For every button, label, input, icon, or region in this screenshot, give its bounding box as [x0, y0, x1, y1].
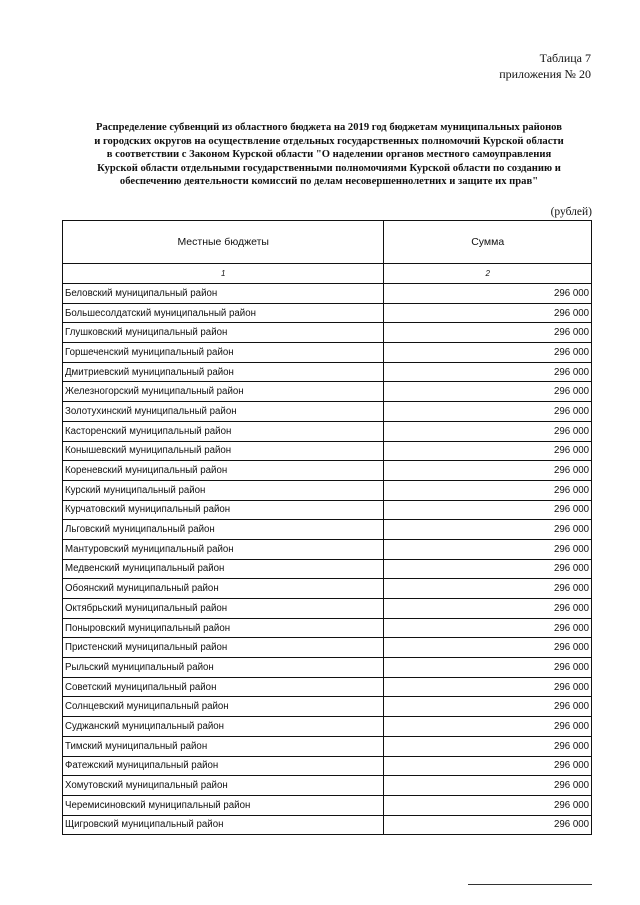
- subvention-amount: 296 000: [384, 717, 592, 737]
- column-number: 2: [384, 264, 592, 284]
- municipality-name: Суджанский муниципальный район: [63, 717, 384, 737]
- table-row: [63, 717, 592, 737]
- subvention-amount: 296 000: [384, 421, 592, 441]
- table-row: [63, 638, 592, 658]
- subvention-amount: 296 000: [384, 736, 592, 756]
- municipality-name: Тимский муниципальный район: [63, 736, 384, 756]
- table-row: [63, 579, 592, 599]
- currency-unit: (рублей): [550, 206, 592, 218]
- table-row: [63, 658, 592, 678]
- subvention-amount: 296 000: [384, 480, 592, 500]
- subvention-amount: 296 000: [384, 284, 592, 304]
- table-row: [63, 421, 592, 441]
- subvention-amount: 296 000: [384, 795, 592, 815]
- municipality-name: Золотухинский муниципальный район: [63, 402, 384, 422]
- table-row: [63, 677, 592, 697]
- municipality-name: Дмитриевский муниципальный район: [63, 362, 384, 382]
- table-row: [63, 520, 592, 540]
- municipality-name: Октябрьский муниципальный район: [63, 599, 384, 619]
- municipality-name: Фатежский муниципальный район: [63, 756, 384, 776]
- municipality-name: Черемисиновский муниципальный район: [63, 795, 384, 815]
- municipality-name: Большесолдатский муниципальный район: [63, 303, 384, 323]
- table-row: [63, 736, 592, 756]
- title-line: Курской области отдельными государственными полномочиями Курской области по созданию и: [97, 162, 561, 174]
- footer-divider: [468, 884, 592, 885]
- table-row: [63, 599, 592, 619]
- municipality-name: Хомутовский муниципальный район: [63, 776, 384, 796]
- table-number-label: Таблица 7: [539, 51, 591, 65]
- table-row: [63, 382, 592, 402]
- table-row: [63, 776, 592, 796]
- table-row: [63, 343, 592, 363]
- table-row: [63, 480, 592, 500]
- subvention-amount: 296 000: [384, 776, 592, 796]
- column-number: 1: [63, 264, 384, 284]
- subvention-amount: 296 000: [384, 697, 592, 717]
- title-line: обеспечению деятельности комиссий по делам несовершеннолетних и защите их прав": [119, 176, 539, 188]
- subvention-amount: 296 000: [384, 362, 592, 382]
- municipality-name: Мантуровский муниципальный район: [63, 539, 384, 559]
- municipality-name: Медвенский муниципальный район: [63, 559, 384, 579]
- table-row: [63, 539, 592, 559]
- table-row: [63, 559, 592, 579]
- table-row: [63, 500, 592, 520]
- subvention-amount: 296 000: [384, 303, 592, 323]
- title-line: и городских округов на осуществление отдельных государственных полномочий Курской области: [94, 135, 564, 147]
- subvention-amount: 296 000: [384, 520, 592, 540]
- municipality-name: Железногорский муниципальный район: [63, 382, 384, 402]
- table-row: [63, 323, 592, 343]
- document-title: [50, 121, 608, 189]
- subvention-amount: 296 000: [384, 677, 592, 697]
- municipality-name: Советский муниципальный район: [63, 677, 384, 697]
- municipality-name: Пристенский муниципальный район: [63, 638, 384, 658]
- municipality-name: Горшеченский муниципальный район: [63, 343, 384, 363]
- table-row: [63, 795, 592, 815]
- table-row: [63, 461, 592, 481]
- subvention-amount: 296 000: [384, 618, 592, 638]
- subvention-amount: 296 000: [384, 382, 592, 402]
- municipality-name: Глушковский муниципальный район: [63, 323, 384, 343]
- subvention-amount: 296 000: [384, 461, 592, 481]
- subvention-amount: 296 000: [384, 500, 592, 520]
- column-header-budgets: Местные бюджеты: [63, 221, 384, 264]
- table-row: [63, 402, 592, 422]
- municipality-name: Поныровский муниципальный район: [63, 618, 384, 638]
- municipality-name: Курчатовский муниципальный район: [63, 500, 384, 520]
- municipality-name: Обоянский муниципальный район: [63, 579, 384, 599]
- subvention-amount: 296 000: [384, 323, 592, 343]
- municipality-name: Конышевский муниципальный район: [63, 441, 384, 461]
- subvention-amount: 296 000: [384, 441, 592, 461]
- title-line: Распределение субвенций из областного бюджета на 2019 год бюджетам муниципальных районов: [96, 122, 562, 133]
- subvention-table: [62, 220, 592, 835]
- header-row: [63, 221, 592, 264]
- municipality-name: Щигровский муниципальный район: [63, 815, 384, 835]
- table-row: [63, 815, 592, 835]
- subvention-amount: 296 000: [384, 559, 592, 579]
- municipality-name: Курский муниципальный район: [63, 480, 384, 500]
- subvention-amount: 296 000: [384, 815, 592, 835]
- table-row: [63, 362, 592, 382]
- column-header-amount: Сумма: [384, 221, 592, 264]
- municipality-name: Льговский муниципальный район: [63, 520, 384, 540]
- title-line: в соответствии с Законом Курской области "О наделении органов местного самоуправления: [106, 149, 552, 161]
- municipality-name: Кореневский муниципальный район: [63, 461, 384, 481]
- municipality-name: Беловский муниципальный район: [63, 284, 384, 304]
- table-row: [63, 756, 592, 776]
- subvention-amount: 296 000: [384, 638, 592, 658]
- table-row: [63, 618, 592, 638]
- municipality-name: Солнцевский муниципальный район: [63, 697, 384, 717]
- table-row: [63, 697, 592, 717]
- municipality-name: Рыльский муниципальный район: [63, 658, 384, 678]
- appendix-number-label: приложения № 20: [499, 67, 591, 81]
- subvention-amount: 296 000: [384, 579, 592, 599]
- subvention-amount: 296 000: [384, 343, 592, 363]
- subvention-amount: 296 000: [384, 402, 592, 422]
- subvention-amount: 296 000: [384, 658, 592, 678]
- table-row: [63, 303, 592, 323]
- subvention-amount: 296 000: [384, 539, 592, 559]
- subvention-amount: 296 000: [384, 599, 592, 619]
- subvention-amount: 296 000: [384, 756, 592, 776]
- table-row: [63, 284, 592, 304]
- municipality-name: Касторенский муниципальный район: [63, 421, 384, 441]
- column-number-row: [63, 264, 592, 284]
- table-row: [63, 441, 592, 461]
